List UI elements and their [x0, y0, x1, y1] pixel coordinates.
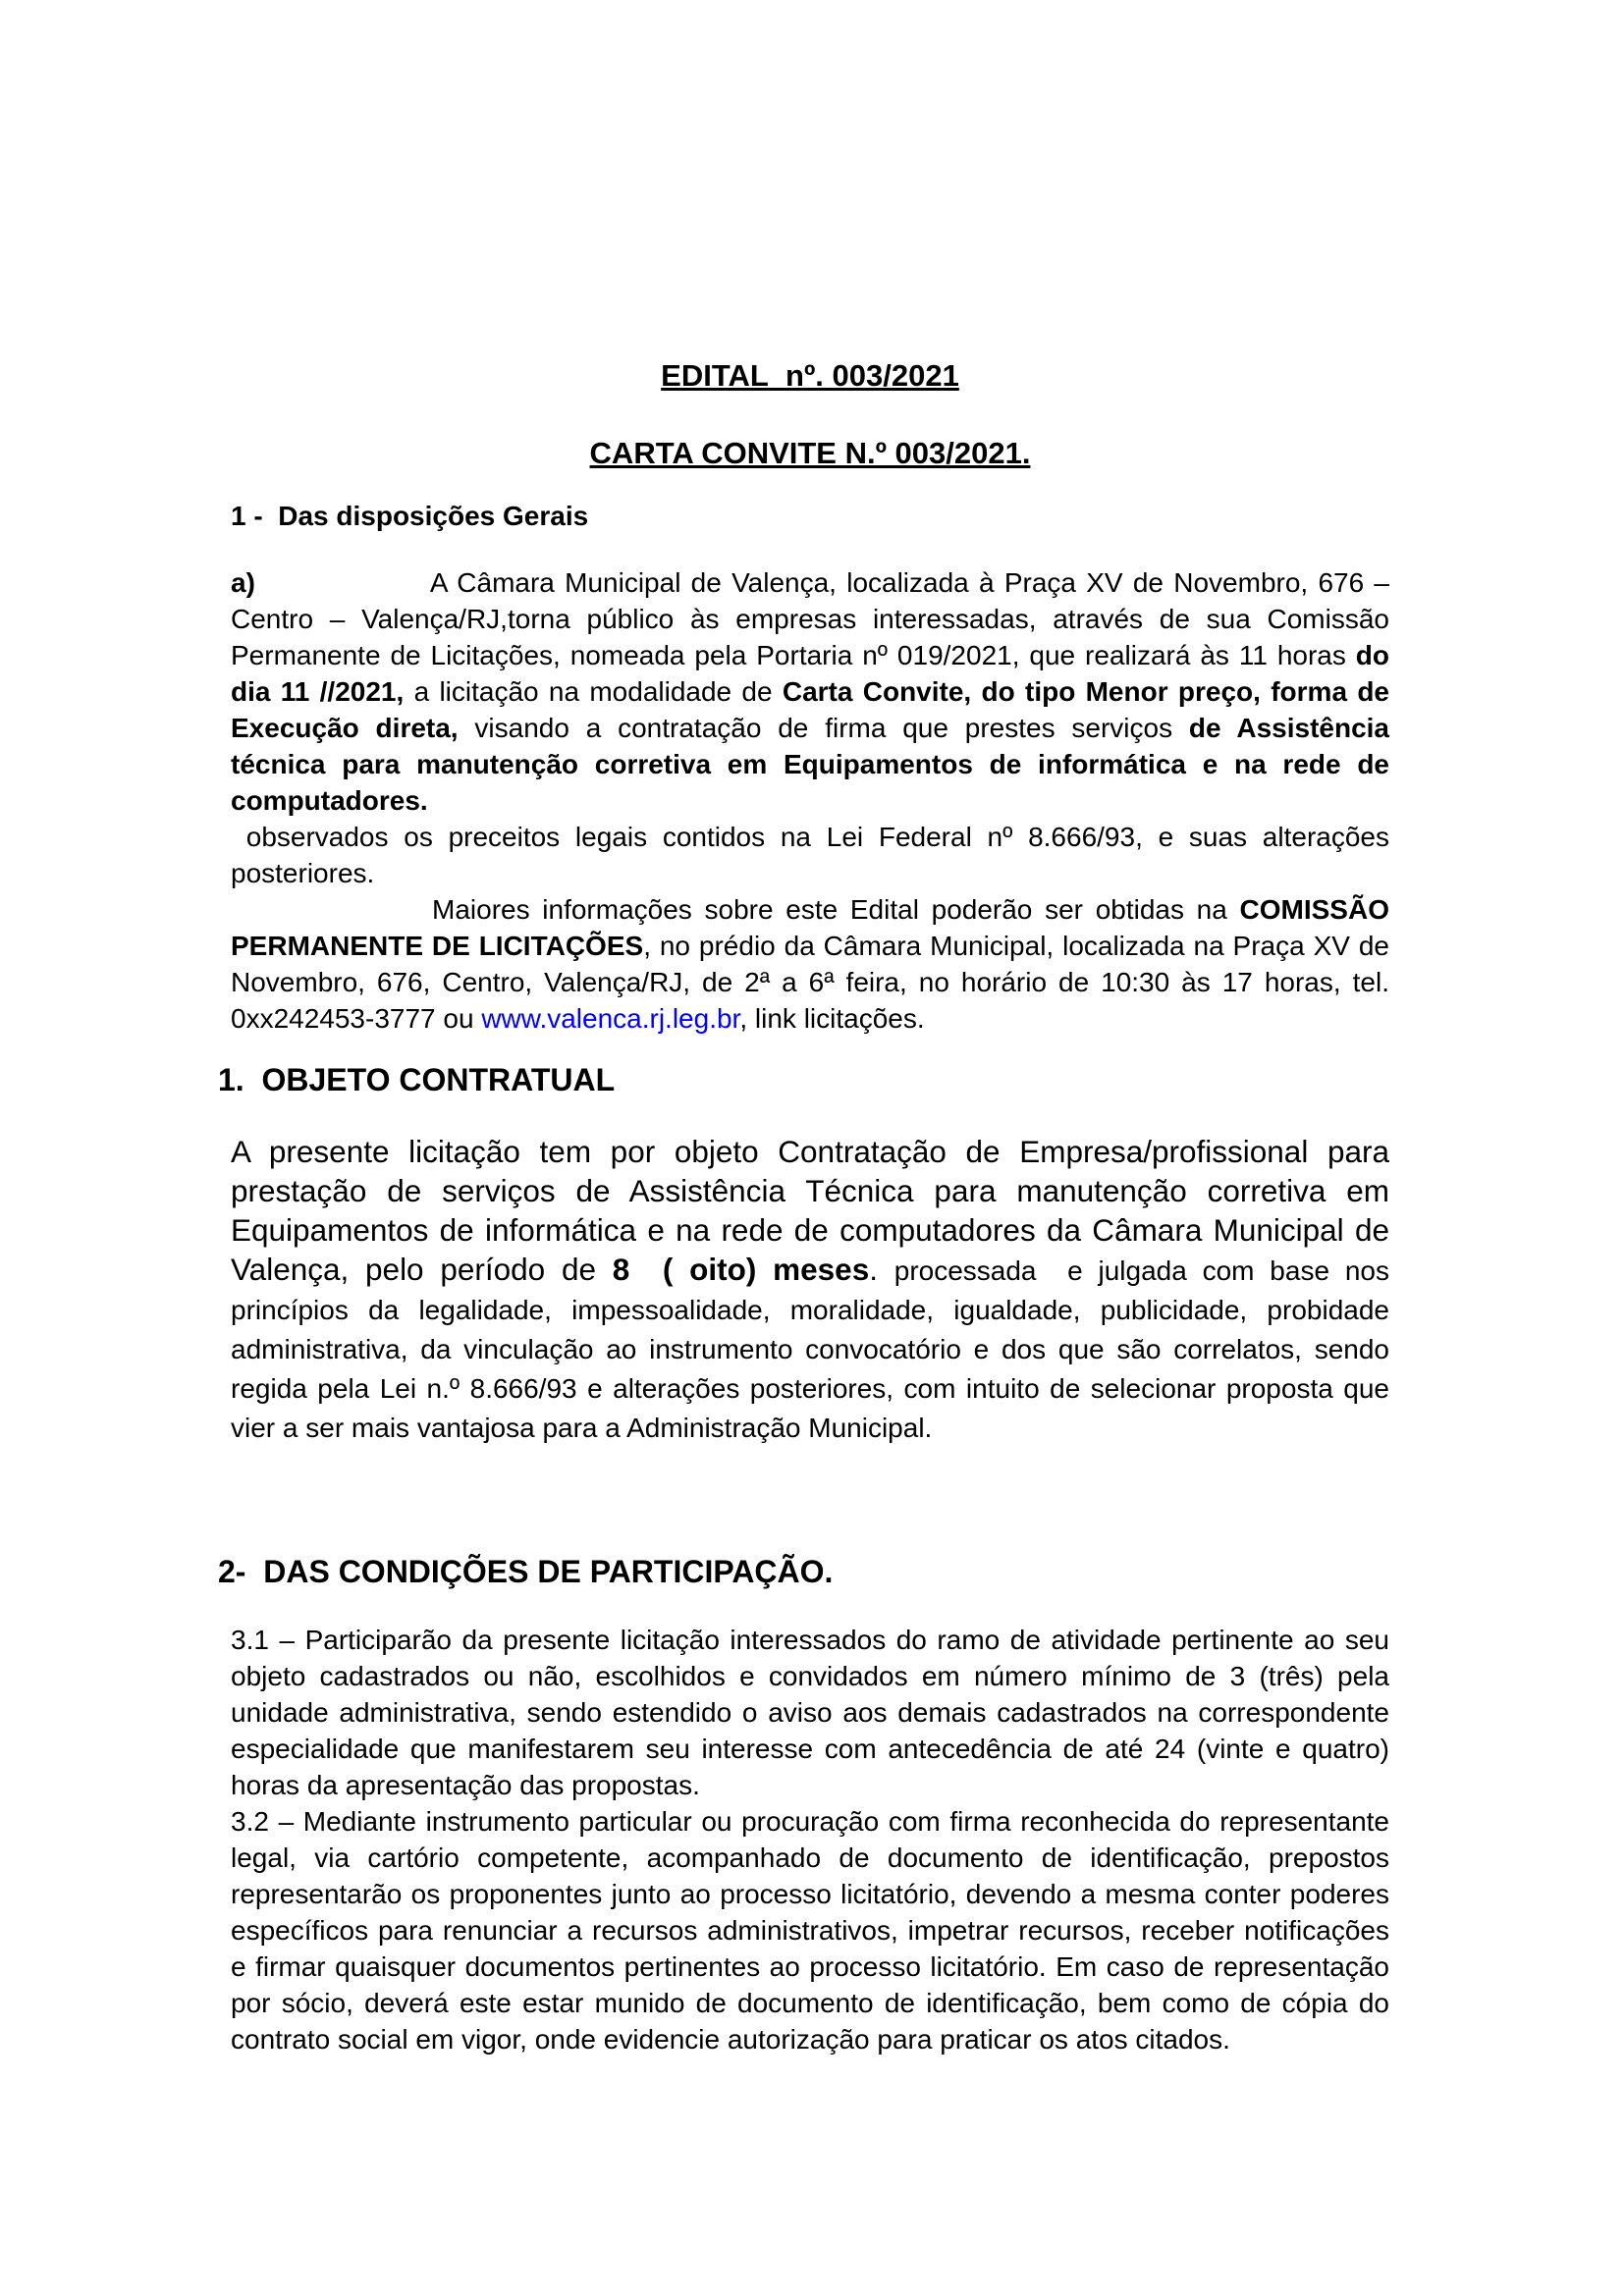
tab-spacer — [255, 591, 430, 592]
text-run: . — [869, 1252, 894, 1287]
text-run: a licitação na modalidade de — [404, 676, 783, 707]
text-run: do dia 11 //2021, — [231, 640, 1389, 707]
paragraph-observados — [231, 819, 1389, 891]
document-subtitle — [231, 434, 1389, 473]
text-run: 3.2 – Mediante instrumento particular ou procuração com firma reconhecida do representante legal, via cartório competente, acompanhado de documento de identificação, prepostos representarão os proponentes junto ao processo licitatório, devendo a mesma conter poderes específicos para renunciar a recursos administrativos, impetrar recursos, receber notificações e firmar quaisquer documentos pertinentes ao processo licitatório. Em caso de representação por sócio, deverá este estar munido de documento de identificação, bem como de cópia do contrato social em vigor, onde evidencie autorização para praticar os atos citados. — [231, 1806, 1389, 2055]
paragraph-objeto — [231, 1132, 1389, 1446]
text-run: A Câmara Municipal de Valença, localizada à Praça XV de Novembro, 676 – Centro – Valença/RJ,torna público às empresas interessadas, através de sua Comissão Permanente de Licitações, nomeada pela Portaria nº 019/2021, que realizará às 11 horas — [231, 567, 1389, 670]
document-title — [231, 356, 1389, 396]
text-run: processada e julgada com base nos princípios da legalidade, impessoalidade, moralidade, igualdade, publicidade, probidade administrativa, da vinculação ao instrumento convocatório e dos que são correlatos, sendo regida pela Lei n.º 8.666/93 e alterações posteriores, com intuito de selecionar proposta que vier a ser mais vantajosa para a Administração Municipal. — [231, 1255, 1389, 1443]
text-run: COMISSÃO PERMANENTE DE LICITAÇÕES — [231, 894, 1389, 961]
text-run: , link licitações. — [739, 1003, 925, 1034]
paragraph-3-2 — [231, 1803, 1389, 2057]
website-link[interactable]: www.valenca.rj.leg.br — [481, 1003, 740, 1034]
text-run: A presente licitação tem por objeto Contratação de Empresa/profissional para prestação de serviços de Assistência Técnica para manutenção corretiva em Equipamentos de informática e na rede de computadores da Câmara Municipal de Valença, pelo período de — [231, 1134, 1389, 1287]
text-run: de Assistência técnica para manutenção corretiva em Equipamentos de informática e na rede de computadores. — [231, 713, 1389, 816]
text-run: observados os preceitos legais contidos na Lei Federal nº 8.666/93, e suas alterações posteriores. — [231, 822, 1389, 888]
paragraph-maiores-informacoes — [231, 891, 1389, 1037]
text-run: 3.1 – Participarão da presente licitação interessados do ramo de atividade pertinente ao seu objeto cadastrados ou não, escolhidos e convidados em número mínimo de 3 (três) pela unidade administrativa, sendo estendido o aviso aos demais cadastrados na correspondente especialidade que manifestarem seu interesse com antecedência de até 24 (vinte e quatro) horas da apresentação das propostas. — [231, 1625, 1389, 1800]
text-run: , no prédio da Câmara Municipal, localizada na Praça XV de Novembro, 676, Centro, Valença/RJ, de 2ª a 6ª feira, no horário de 10:30 às 17 horas, tel. 0xx242453-3777 ou — [231, 931, 1389, 1034]
text-run: visando a contratação de firma que prestes serviços — [458, 713, 1189, 743]
heading-objeto-contratual: 1. OBJETO CONTRATUAL — [218, 1062, 616, 1097]
text-run: Carta Convite, do tipo Menor preço, forma de Execução direta, — [231, 676, 1389, 743]
text-run: Maiores informações sobre este Edital poderão ser obtidas na — [432, 894, 1240, 925]
text-run: a) — [231, 567, 255, 598]
document-title-text: EDITAL nº. 003/2021 — [661, 358, 959, 393]
heading-disposicoes-gerais: 1 - Das disposições Gerais — [231, 501, 589, 531]
paragraph-3-1 — [231, 1622, 1389, 1803]
document-subtitle-text: CARTA CONVITE N.º 003/2021. — [589, 436, 1031, 470]
text-run: 8 ( oito) meses — [612, 1252, 870, 1287]
heading-condicoes-participacao: 2- DAS CONDIÇÕES DE PARTICIPAÇÃO. — [218, 1554, 834, 1589]
paragraph-a — [231, 564, 1389, 819]
